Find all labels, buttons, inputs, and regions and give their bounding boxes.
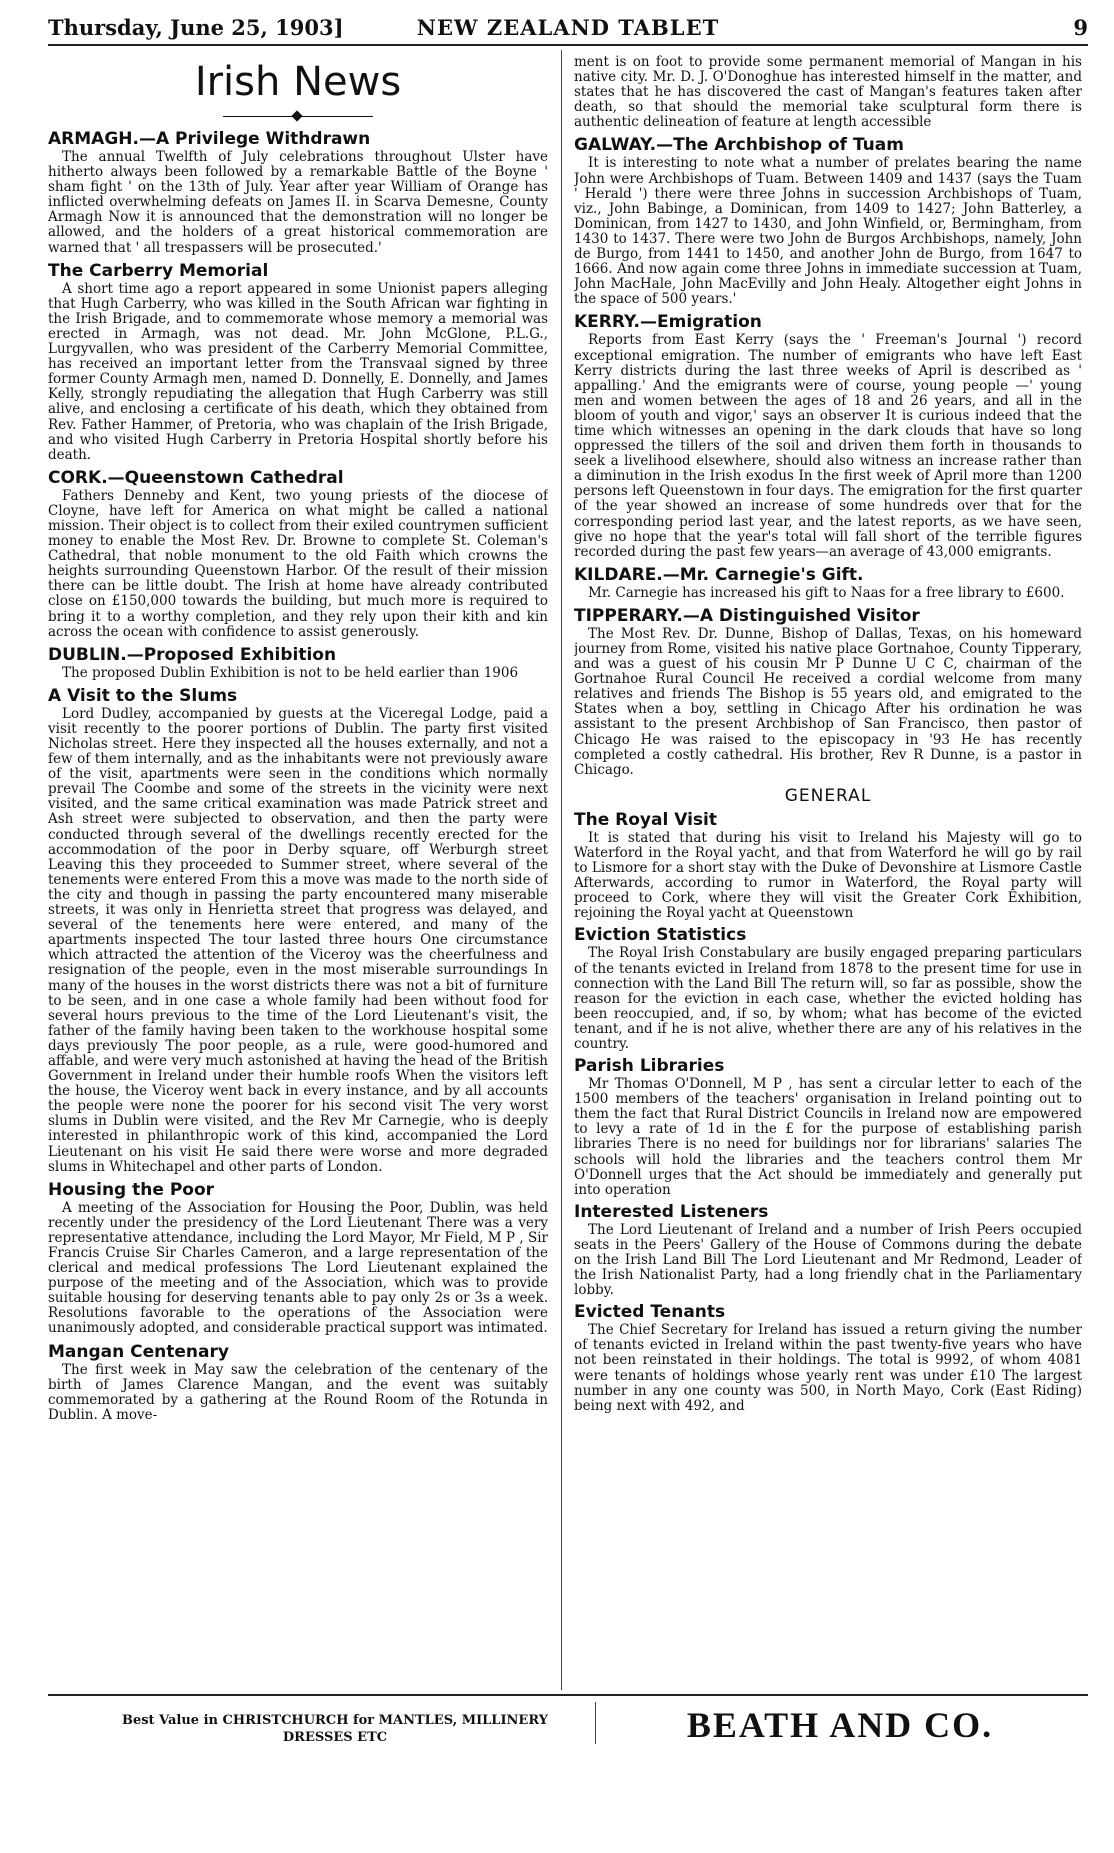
- article-heading: Interested Listeners: [574, 1201, 769, 1222]
- article-heading: ARMAGH.—A Privilege Withdrawn: [48, 129, 371, 149]
- column-left: [48, 55, 548, 1685]
- advertisement-brand: BEATH AND CO.: [686, 1705, 994, 1745]
- footer-rule: [48, 1694, 1088, 1696]
- article-heading: Evicted Tenants: [574, 1302, 726, 1323]
- article-paragraph: It is stated that during his visit to Ireland his Majesty will go to Waterford in the Royal yacht, and that from Waterford he will go by rail to Lismore for a short stay with the Duke of Devonshire at Lismore Castle Afterwards, according to rumor in Waterford, the Royal party will proceed to Cork, where they will visit the Greater Cork Exhibition, rejoining the Royal yacht at Queenstown: [574, 829, 1082, 922]
- article-heading: KERRY.—Emigration: [574, 312, 762, 333]
- article-paragraph: It is interesting to note what a number of prelates bearing the name John were Archbishops of Tuam. Between 1409 and 1437 (says the Tuam ' Herald ') there were three Johns in succession Archbishops of Tuam, viz., John Babinge, a Dominican, from 1409 to 1427; John Batterley, a Dominican, from 1427 to 1430, and John Winfield, or, Bermingham, from 1430 to 1437. There were two John de Burgos Archbishops, namely, John de Burgo, from 1441 to 1450, and another John de Burgo, from 1647 to 1666. And now again come three Johns in immediate succession at Tuam, John MacHale, John MacEvilly and John Healy. Altogether eight Johns in the space of 500 years.': [574, 155, 1082, 308]
- article-heading: GALWAY.—The Archbishop of Tuam: [574, 135, 904, 156]
- column-right-provincial-articles: [574, 135, 1082, 777]
- article-paragraph: A meeting of the Association for Housing the Poor, Dublin, was held recently under the presidency of the Lord Lieutenant There was a very representative attendance, including the Lord Mayor, Mr Field, M P , Sir Francis Cruise Sir Charles Cameron, and a large representation of the clerical and medical professions The Lord Lieutenant explained the purpose of the meeting and of the Association, which was to provide suitable housing for deserving tenants able to pay only 2s or 3s a week. Resolutions favorable to the operations of the Association were unanimously adopted, and considerable practical support was intimated.: [48, 1199, 548, 1337]
- article-paragraph: The annual Twelfth of July celebrations throughout Ulster have hitherto always been followed by a remarkable Battle of the Boyne ' sham fight ' on the 13th of July. Year after year William of Orange has inflicted overwhelming defeats on James II. in Scarva Demesne, County Armagh Now it is announced that the demonstration will no longer be allowed, and the holders of a great historical commemoration are warned that ' all trespassers will be prosecuted.': [48, 149, 548, 256]
- article-paragraph: The Most Rev. Dr. Dunne, Bishop of Dallas, Texas, on his homeward journey from Rome, visited his native place Gortnahoe, County Tipperary, and was a guest of his cousin Mr P Dunne U C C, chairman of the Gortnahoe Rural Council He received a cordial welcome from many relatives and friends The Bishop is 55 years old, and emigrated to the States when a boy, settling in Chicago After his ordination he was assistant to the present Archbishop of San Francisco, then pastor of Chicago He was raised to the episcopacy in '93 He has recently completed a costly cathedral. His brother, Rev R Dunne, is a pastor in Chicago.: [574, 625, 1082, 778]
- article-paragraph: Mr. Carnegie has increased his gift to Naas for a free library to £600.: [588, 584, 1065, 601]
- header-paper-name: NEW ZEALAND TABLET: [416, 15, 720, 40]
- article-paragraph: Fathers Denneby and Kent, two young priests of the diocese of Cloyne, have left for America on what might be called a national mission. Their object is to collect from their exiled countrymen sufficient money to enable the Most Rev. Dr. Browne to complete St. Coleman's Cathedral, that noble monument to the old Faith which crowns the heights surrounding Queenstown Harbor. Of the result of their mission there can be little doubt. The Irish at home have already contributed close on £150,000 towards the building, but much more is required to bring it to a worthy completion, and they rely upon their kith and kin across the ocean with confidence to assist generously.: [48, 487, 548, 640]
- article-paragraph: The Royal Irish Constabulary are busily engaged preparing particulars of the tenants evicted in Ireland from 1878 to the present time for use in connection with the Land Bill The return will, so far as possible, show the reason for the eviction in each case, whether the evicted holding has been reoccupied, and, if so, by whom; what has become of the evicted tenant, and if he is not alive, whether there are any of his relatives in the country.: [574, 945, 1082, 1052]
- article-heading: KILDARE.—Mr. Carnegie's Gift.: [574, 564, 864, 585]
- header-rule: [48, 44, 1088, 46]
- article-heading: A Visit to the Slums: [48, 685, 238, 706]
- column-right: [574, 55, 1082, 1685]
- article-heading: The Carberry Memorial: [48, 260, 269, 281]
- article-heading: CORK.—Queenstown Cathedral: [48, 467, 344, 488]
- article-heading: Housing the Poor: [48, 1179, 215, 1200]
- article-heading: Parish Libraries: [574, 1056, 725, 1077]
- article-paragraph: The first week in May saw the celebration of the centenary of the birth of James Clarence Mangan, and the event was suitably commemorated by a gathering at the Round Room of the Rotunda in Dublin. A move-: [48, 1361, 548, 1423]
- column-divider: [561, 50, 562, 1690]
- column-right-general-articles: [574, 810, 1082, 1414]
- article-heading: Eviction Statistics: [574, 925, 747, 946]
- article-paragraph: Mr Thomas O'Donnell, M P , has sent a circular letter to each of the 1500 members of the teachers' organisation in Ireland pointing out to them the fact that Rural District Councils in Ireland now are empowered to levy a rate of 1d in the £ for the purpose of establishing parish libraries There is no need for buildings nor for librarians' salaries The schools will hold the libraries and the teachers control them Mr O'Donnell urges that the Act should be immediately and generally put into operation: [574, 1076, 1082, 1198]
- article-paragraph: The Lord Lieutenant of Ireland and a number of Irish Peers occupied seats in the Peers' Gallery of the House of Commons during the debate on the Irish Land Bill The Lord Lieutenant and Mr Redmond, Leader of the Irish Nationalist Party, had a long friendly chat in the Parliamentary lobby.: [574, 1221, 1082, 1299]
- continued-paragraph: ment is on foot to provide some permanent memorial of Mangan in his native city. Mr. D. J. O'Donoghue has interested himself in the matter, and states that he has discovered the cast of Mangan's features taken after death, so that should the memorial take sculptural form there is authentic delineation of feature at length accessible: [574, 55, 1082, 131]
- page-title: Irish News: [194, 59, 402, 105]
- article-heading: TIPPERARY.—A Distinguished Visitor: [574, 605, 920, 626]
- article-paragraph: Reports from East Kerry (says the ' Freeman's Journal ') record exceptional emigration. The number of emigrants who have left East Kerry districts during the last three weeks of April is described as ' appalling.' And the emigrants were of course, young people —' young men and women between the ages of 18 and 26 years, and all in the bloom of youth and vigor,' says an observer It is curious indeed that the time which witnesses an opening in the dark clouds that have so long oppressed the tillers of the soil and driven them forth in thousands to seek a livelihood elsewhere, should also witness an increase rather than a diminution in the Irish exodus In the first week of April more than 1200 persons left Queenstown in four days. The emigration for the first quarter of the year showed an increase of some hundreds over that for the corresponding period last year, and the latest reports, as we have seen, give no hope that the year's total will fall short of the terrible figures recorded during the past few years—an average of 43,000 emigrants.: [574, 332, 1082, 560]
- article-paragraph: Lord Dudley, accompanied by guests at the Viceregal Lodge, paid a visit recently to the poorer portions of Dublin. The party first visited Nicholas street. Here they inspected all the houses externally, and not a few of them internally, and as the inhabitants were not previously aware of the visit, apartments were seen in the conditions which normally prevail The Coombe and some of the streets in the vicinity were next visited, and the same critical examination was made Patrick street and Ash street were subjected to observation, and then the party were conducted through several of the dwellings recently erected for the accommodation of the poor in Derby square, off Werburgh street Leaving this they proceeded to Summer street, where several of the tenements were entered From this a move was made to the north side of the city and though in passing the party encountered many miserable streets, it was only in Henrietta street that progress was delayed, and several of the tenements here were entered, and many of the apartments inspected The tour lasted three hours One circumstance which attracted the attention of the Viceroy was the cheerfulness and resignation of the people, even in the most miserable surroundings In many of the houses in the worst districts there was not a bit of furniture to be seen, and in one case a whole family had been without food for several hours previous to the time of the Lord Lieutenant's visit, the father of the family having been taken to the workhouse hospital some days previously The poor people, as a rule, were good-humored and affable, and were very much astonished at having the head of the British Government in Ireland under their humble roofs When the visitors left the house, the Viceroy went back in every instance, and by all accounts the people were none the poorer for his second visit The very worst slums in Dublin were visited, and the Rev Mr Carnegie, who is deeply interested in philanthropic work of this kind, accompanied the Lord Lieutenant on his visit He said there were worse and more degraded slums in Whitechapel and other parts of London.: [48, 705, 548, 1175]
- header-page-number: 9: [1073, 15, 1088, 40]
- article-paragraph: The Chief Secretary for Ireland has issued a return giving the number of tenants evicted in Ireland within the past twenty-five years who have not been reinstated in their holdings. The total is 9992, of whom 4081 were tenants of holdings whose yearly rent was under £10 The largest number in any one county was 500, in North Mayo, Cork (East Riding) being next with 492, and: [574, 1322, 1082, 1414]
- article-heading: The Royal Visit: [574, 809, 717, 830]
- article-heading: Mangan Centenary: [48, 1341, 229, 1362]
- footer-divider: [595, 1702, 596, 1744]
- page-header: [48, 14, 1088, 42]
- article-heading: DUBLIN.—Proposed Exhibition: [48, 644, 337, 665]
- article-paragraph: The proposed Dublin Exhibition is not to be held earlier than 1906: [62, 664, 519, 681]
- article-paragraph: A short time ago a report appeared in some Unionist papers alleging that Hugh Carberry, who was killed in the South African war fighting in the Irish Brigade, and to commemorate whose memory a memorial was erected in Armagh, was not dead. Mr. John McGlone, P.L.G., Lurgyvallen, who was president of the Carberry Memorial Committee, has received an important letter from the Transvaal signed by three former County Armagh men, named D. Donnelly, E. Donnelly, and James Kelly, strongly repudiating the allegation that Hugh Carberry was still alive, and enclosing a certificate of his death, which they obtained from Rev. Father Hammer, of Pretoria, who was chaplain of the Irish Brigade, and who visited Hugh Carberry in Pretoria Hospital shortly before his death.: [48, 280, 548, 463]
- column-left-articles: [48, 129, 548, 1423]
- header-date: Thursday, June 25, 1903]: [48, 15, 344, 40]
- general-section-heading: GENERAL: [784, 785, 872, 806]
- advertisement-text: Best Value in CHRISTCHURCH for MANTLES, MILLINERY DRESSES ETC: [121, 1713, 549, 1745]
- title-ornament: [223, 111, 373, 123]
